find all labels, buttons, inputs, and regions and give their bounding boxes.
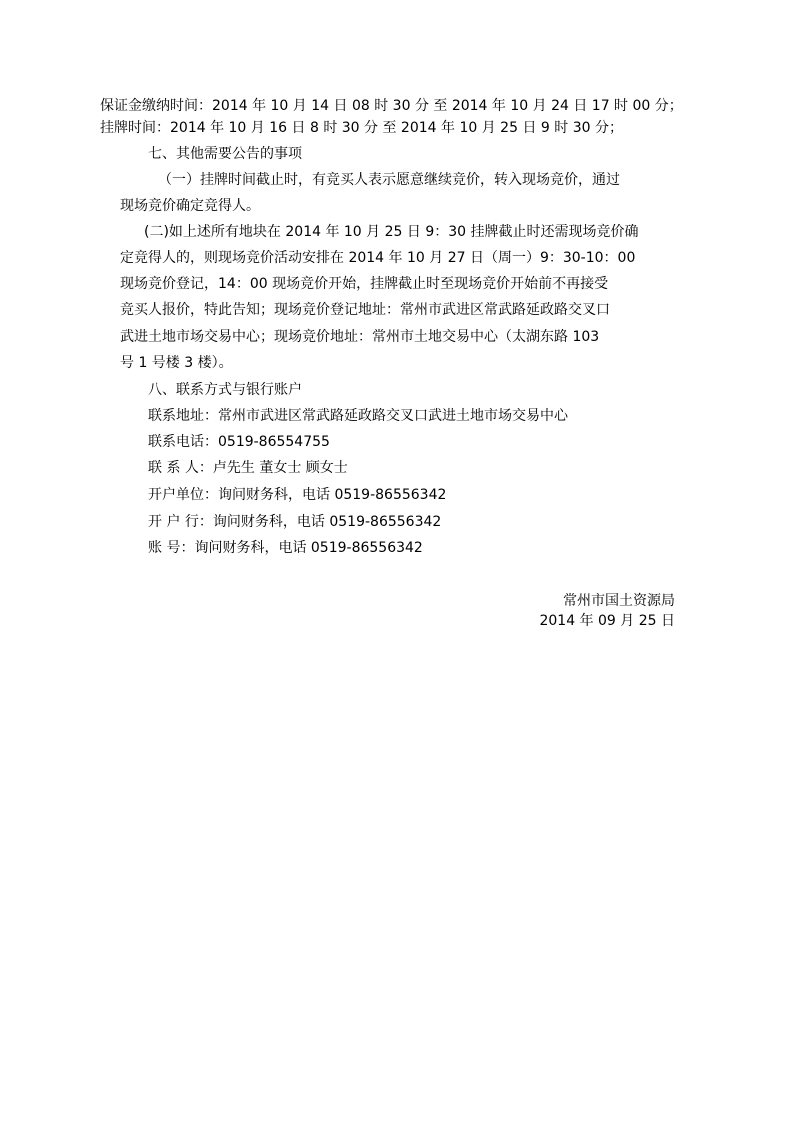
- account-number: 账 号：询问财务科，电话 0519-86556342: [148, 540, 423, 556]
- deposit-time-line: 保证金缴纳时间：2014 年 10 月 14 日 08 时 30 分 至 2014 年 10 月 24 日 17 时 00 分；: [100, 98, 683, 114]
- contact-address: 联系地址：常州市武进区常武路延政路交叉口武进土地市场交易中心: [148, 408, 568, 424]
- contact-persons: 联 系 人：卢先生 董女士 顾女士: [148, 460, 348, 476]
- section7-item2-line1: (二)如上述所有地块在 2014 年 10 月 25 日 9：30 挂牌截止时还需现场竞价确: [144, 224, 639, 240]
- section7-item2-line2: 定竞得人的，则现场竞价活动安排在 2014 年 10 月 27 日（周一）9：30-10：00: [120, 250, 636, 266]
- section7-item2-line5: 武进土地市场交易中心；现场竞价地址：常州市土地交易中心（太湖东路 103: [120, 329, 600, 345]
- section7-item2-line4: 竞买人报价，特此告知；现场竞价登记地址：常州市武进区常武路延政路交叉口: [120, 302, 610, 318]
- section7-heading: 七、其他需要公告的事项: [148, 146, 302, 162]
- issue-date: 2014 年 09 月 25 日: [539, 613, 675, 629]
- listing-time-line: 挂牌时间：2014 年 10 月 16 日 8 时 30 分 至 2014 年 10 月 25 日 9 时 30 分；: [100, 120, 623, 136]
- section8-heading: 八、联系方式与银行账户: [148, 382, 302, 398]
- section7-item1-line1: （一）挂牌时间截止时，有竞买人表示愿意继续竞价，转入现场竞价，通过: [158, 172, 620, 188]
- bank-name: 开 户 行：询问财务科，电话 0519-86556342: [148, 514, 442, 530]
- section7-item2-line6: 号 1 号楼 3 楼）。: [120, 355, 233, 371]
- issuer-signature: 常州市国土资源局: [563, 593, 675, 609]
- account-unit: 开户单位：询问财务科，电话 0519-86556342: [148, 487, 447, 503]
- section7-item2-line3: 现场竞价登记，14：00 现场竞价开始，挂牌截止时至现场竞价开始前不再接受: [120, 276, 609, 292]
- contact-phone: 联系电话：0519-86554755: [148, 434, 330, 450]
- section7-item1-line2: 现场竞价确定竞得人。: [120, 198, 260, 214]
